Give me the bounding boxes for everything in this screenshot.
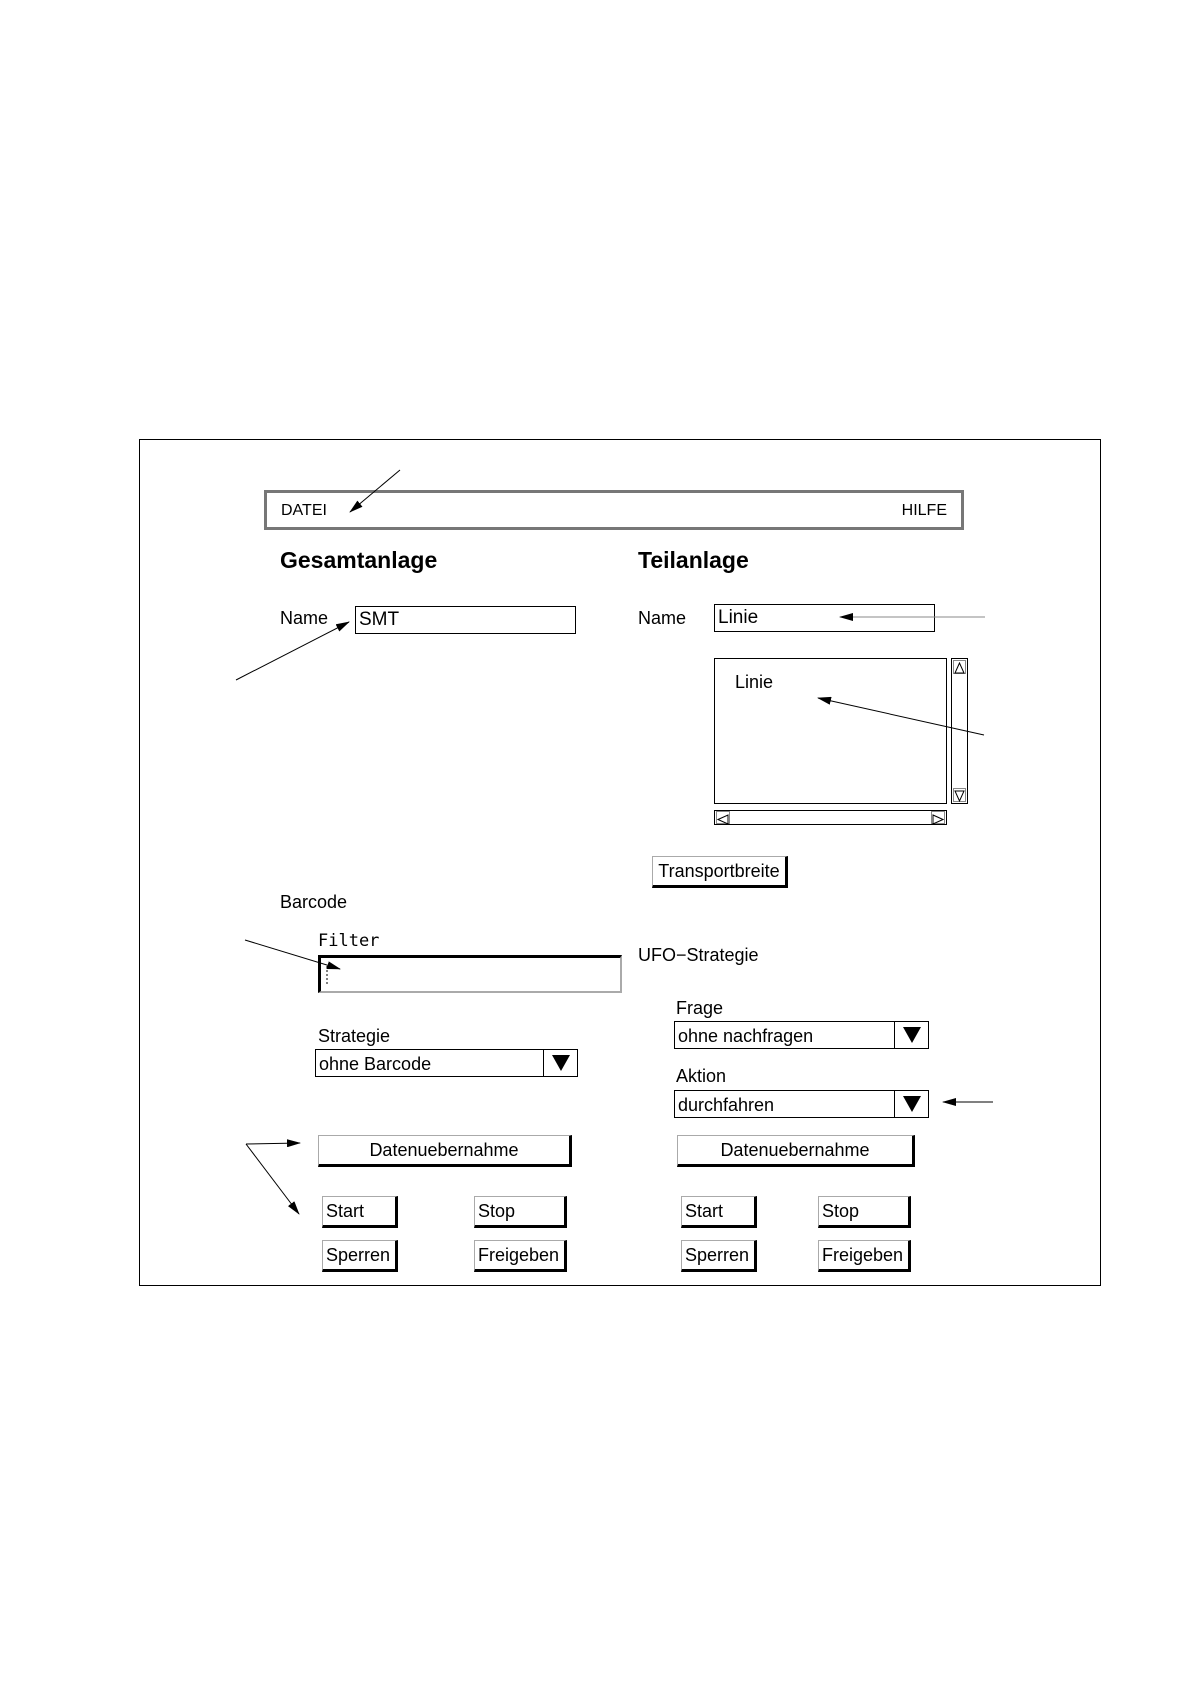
teil-stop-button[interactable]: Stop	[818, 1196, 911, 1228]
filter-label: Filter	[318, 931, 380, 951]
vertical-scrollbar[interactable]	[951, 658, 968, 804]
transportbreite-button[interactable]: Transportbreite	[652, 856, 788, 888]
teil-name-input[interactable]: Linie	[714, 604, 935, 632]
strategie-value: ohne Barcode	[319, 1054, 432, 1074]
aktion-select[interactable]	[674, 1090, 929, 1118]
text-cursor-icon	[325, 964, 335, 986]
dropdown-arrow-icon[interactable]	[894, 1091, 928, 1117]
gesamt-sperren-button[interactable]: Sperren	[322, 1240, 398, 1272]
dropdown-arrow-icon[interactable]	[543, 1050, 577, 1076]
strategie-label: Strategie	[318, 1026, 391, 1046]
frage-select[interactable]	[674, 1021, 929, 1049]
dropdown-arrow-icon[interactable]	[894, 1022, 928, 1048]
gesamt-name-input[interactable]: SMT	[355, 606, 576, 634]
gesamt-freigeben-button[interactable]: Freigeben	[474, 1240, 567, 1272]
gesamt-start-button[interactable]: Start	[322, 1196, 398, 1228]
teil-start-button[interactable]: Start	[681, 1196, 757, 1228]
teil-datenuebernahme-button[interactable]: Datenuebernahme	[677, 1135, 915, 1167]
list-item[interactable]: Linie	[735, 672, 774, 692]
menu-datei[interactable]: DATEI	[281, 502, 327, 519]
teil-name-label: Name	[638, 608, 687, 628]
scroll-left-icon[interactable]	[716, 811, 730, 824]
menu-bar	[264, 490, 964, 530]
teilanlage-heading: Teilanlage	[638, 547, 749, 573]
gesamtanlage-heading: Gesamtanlage	[280, 547, 438, 573]
gesamt-stop-button[interactable]: Stop	[474, 1196, 567, 1228]
aktion-value: durchfahren	[678, 1095, 775, 1115]
menu-hilfe[interactable]: HILFE	[901, 502, 947, 519]
scroll-down-icon[interactable]	[953, 788, 966, 802]
scroll-up-icon[interactable]	[953, 660, 966, 674]
barcode-label: Barcode	[280, 892, 348, 912]
strategie-select[interactable]	[315, 1049, 578, 1077]
teil-listbox[interactable]	[714, 658, 947, 804]
filter-input[interactable]	[318, 955, 622, 993]
gesamt-datenuebernahme-button[interactable]: Datenuebernahme	[318, 1135, 572, 1167]
horizontal-scrollbar[interactable]	[714, 810, 947, 825]
scroll-right-icon[interactable]	[931, 811, 945, 824]
gesamt-name-label: Name	[280, 608, 329, 628]
aktion-label: Aktion	[676, 1066, 727, 1086]
ufo-strategie-label: UFO−Strategie	[638, 945, 759, 965]
frage-value: ohne nachfragen	[678, 1026, 814, 1046]
teil-sperren-button[interactable]: Sperren	[681, 1240, 757, 1272]
teil-freigeben-button[interactable]: Freigeben	[818, 1240, 911, 1272]
frage-label: Frage	[676, 998, 724, 1018]
